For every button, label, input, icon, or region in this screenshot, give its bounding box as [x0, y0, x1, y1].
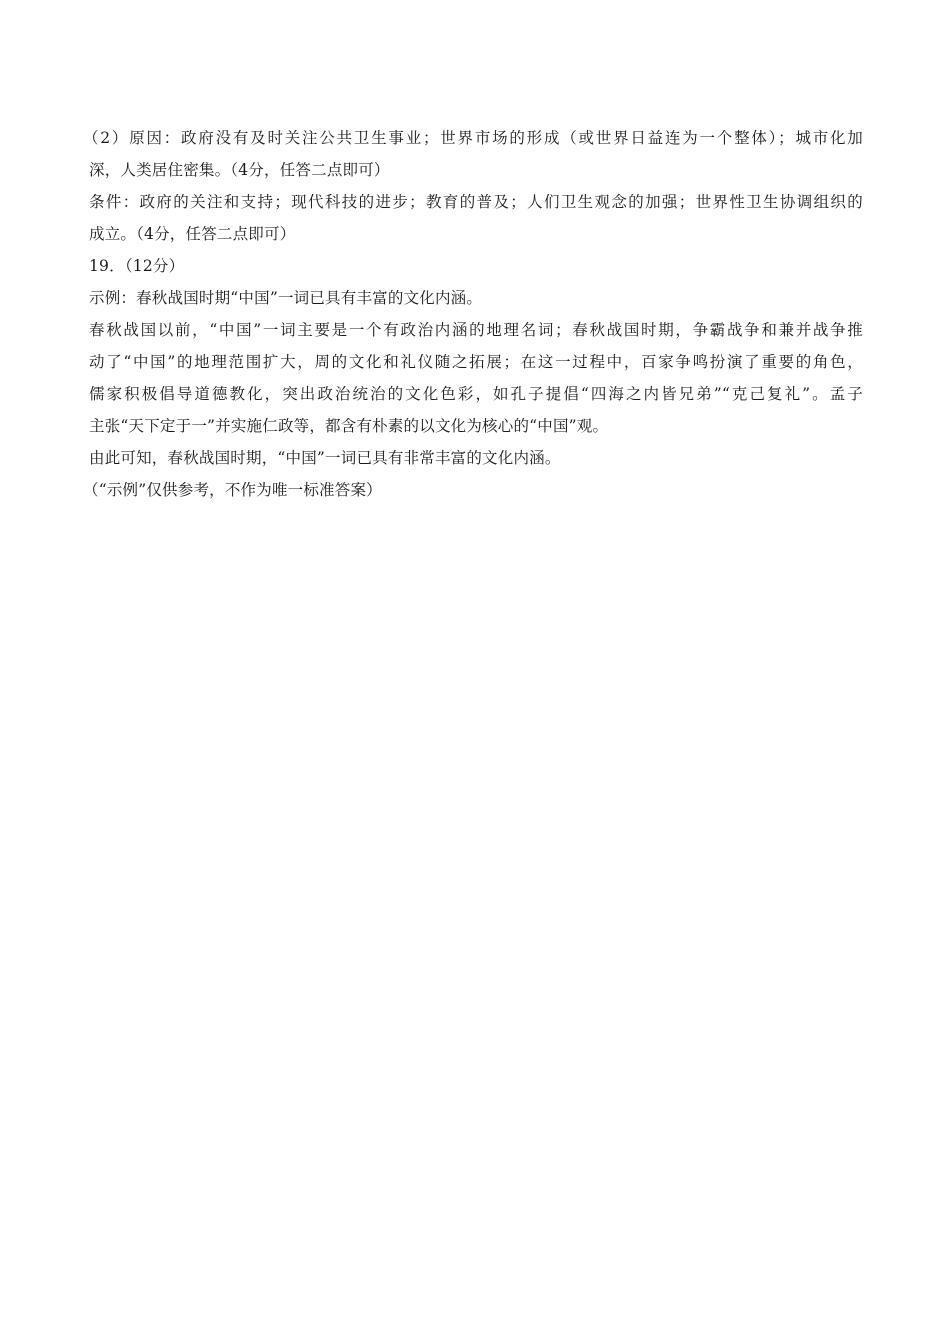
- answer-2-conditions-line-1: 条件：政府的关注和支持；现代科技的进步；教育的普及；人们卫生观念的加强；世界性卫生协调组织的: [89, 193, 863, 211]
- answer-2-conditions-line-2: 成立。（4分，任答二点即可）: [89, 225, 296, 243]
- example-body-line-4: 主张“天下定于一”并实施仁政等，都含有朴素的以文化为核心的“中国”观。: [89, 417, 609, 435]
- example-body-line-1: 春秋战国以前，“中国”一词主要是一个有政治内涵的地理名词；春秋战国时期，争霸战争和兼并战争推: [89, 321, 863, 339]
- example-body-line-2: 动了“中国”的地理范围扩大，周的文化和礼仪随之拓展；在这一过程中，百家争鸣扮演了重要的角色，: [89, 353, 863, 371]
- example-conclusion: 由此可知，春秋战国时期，“中国”一词已具有非常丰富的文化内涵。: [89, 449, 561, 467]
- example-thesis: 示例：春秋战国时期“中国”一词已具有丰富的文化内涵。: [89, 289, 483, 307]
- example-body-line-3: 儒家积极倡导道德教化，突出政治统治的文化色彩，如孔子提倡“四海之内皆兄弟”“克己复礼”。孟子: [89, 385, 863, 403]
- question-19-heading: 19．（12分）: [89, 257, 185, 275]
- example-note: （“示例”仅供参考，不作为唯一标准答案）: [83, 481, 382, 499]
- answer-document: [83, 122, 863, 506]
- answer-2-reasons-line-2: 深，人类居住密集。（4分，任答二点即可）: [89, 161, 390, 179]
- answer-2-reasons-line-1: （2）原因：政府没有及时关注公共卫生事业；世界市场的形成（或世界日益连为一个整体）；城市化加: [83, 129, 863, 147]
